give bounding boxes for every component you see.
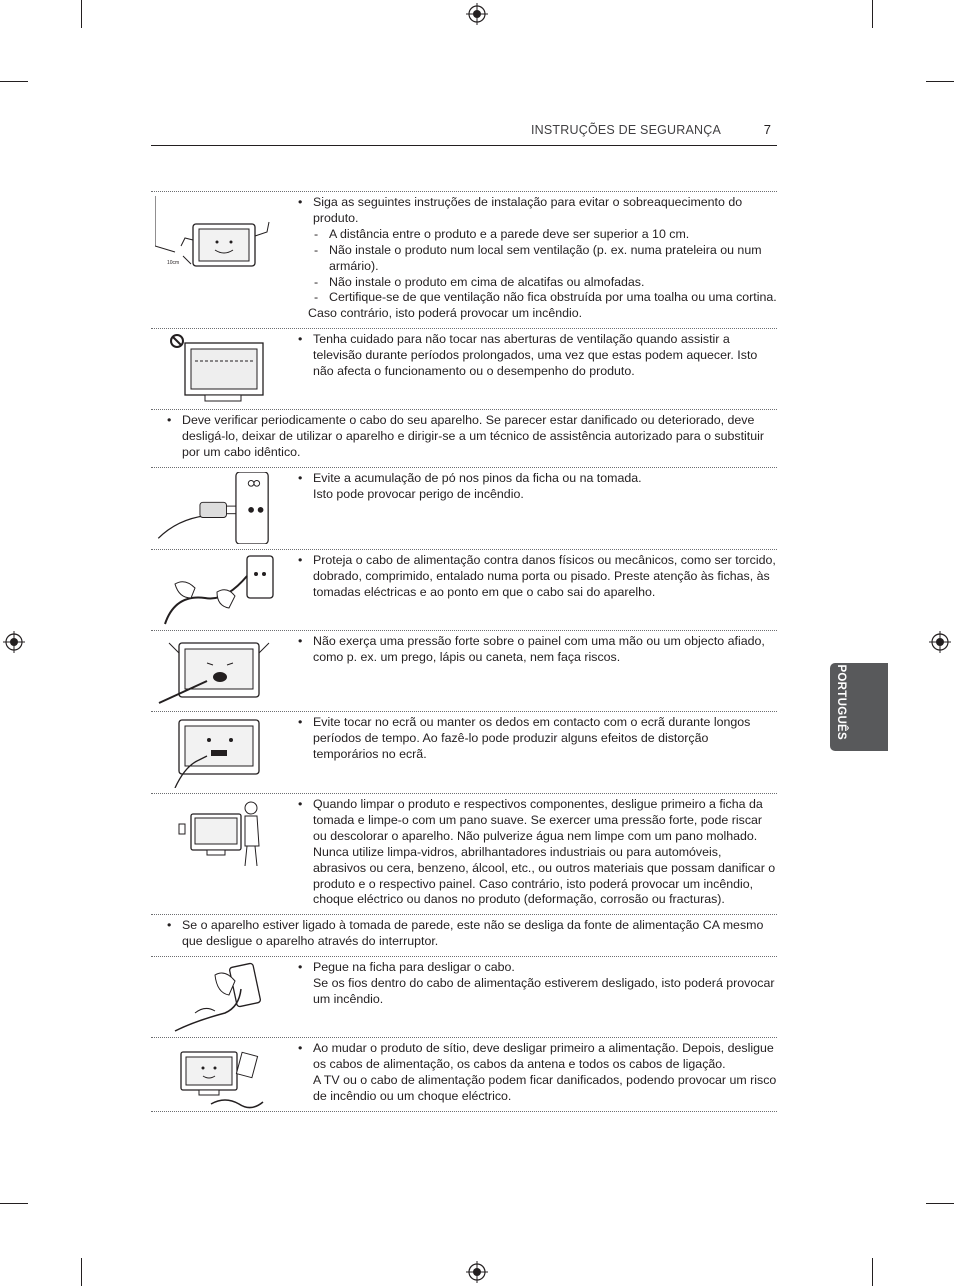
tv-ventilation-distance-illustration [155,196,279,268]
disconnect-cables-illustration [155,1042,279,1114]
tv-pressure-sharp-object-illustration [155,635,279,707]
language-tab-label: PORTUGUÊS [835,664,847,740]
dash-item: - A distância entre o produto e a parede deve ser superior a 10 cm. [298,227,777,243]
note-text: A TV ou o cabo de alimentação podem ficar danificados, podendo provocar um risco de incêndio ou um choque eléctrico. [313,1072,777,1103]
crop-mark [926,1203,954,1204]
language-tab [830,663,888,751]
crop-mark [872,0,873,28]
safety-instructions-list [151,191,777,1112]
bullet-text: • Quando limpar o produto e respectivos componentes, desligue primeiro a ficha da tomada e limpe-o com um pano suave. Se exercer uma pressão forte, pode riscar ou descolorar o aparelho. Não pulverize água nem limpe com um pano molhado. Nunca utilize limpa-vidros, abrilhantadores industriais ou para automóveis, abrasivos ou cera, benzeno, álcool, etc., ou outros materiais que possam danificar o produto e o respectivo painel. Caso contrário, isto poderá provocar um incêndio, choque eléctrico ou danos no produto (deformação, corrosão ou fracturas). [298,797,777,908]
dash-item: - Não instale o produto num local sem ventilação (p. ex. numa prateleira ou num armário). [298,243,777,275]
note-text: Caso contrário, isto poderá provocar um incêndio. [308,306,583,321]
page-header [151,121,777,146]
bullet-text: • Evite tocar no ecrã ou manter os dedos em contacto com o ecrã durante longos períodos de tempo. Ao fazê-lo pode produzir alguns efeitos de distorção temporários no ecrã. [298,715,777,763]
registration-mark-icon [466,3,488,25]
crop-mark [81,0,82,28]
instruction-row [151,549,777,630]
instruction-row [151,914,777,956]
crop-mark [872,1258,873,1286]
instruction-row [151,711,777,793]
bullet-text: • Tenha cuidado para não tocar nas aberturas de ventilação quando assistir a televisão durante períodos prolongados, uma vez que estas podem aquecer. Isto não afecta o funcionamento ou o desempenho do produto. [298,332,777,380]
instruction-row [151,328,777,409]
instruction-row [151,956,777,1037]
instruction-row [151,1037,777,1112]
registration-mark-icon [3,631,25,653]
bullet-text: • Siga as seguintes instruções de instalação para evitar o sobreaquecimento do produto. [298,195,777,227]
page-number: 7 [763,122,771,137]
note-text: Isto pode provocar perigo de incêndio. [313,486,524,501]
crop-mark [0,1203,28,1204]
bullet-text: • Pegue na ficha para desligar o cabo. [298,960,777,976]
instruction-row [151,191,777,328]
instruction-row [151,630,777,711]
instruction-row [151,409,777,467]
section-title: INSTRUÇÕES DE SEGURANÇA [531,123,722,137]
instruction-row [151,793,777,914]
bullet-text: • Evite a acumulação de pó nos pinos da ficha ou na tomada. [298,471,777,487]
bullet-text: • Se o aparelho estiver ligado à tomada de parede, este não se desliga da fonte de alimentação CA mesmo que desligue o aparelho através do interruptor. [167,918,777,950]
registration-mark-icon [929,631,951,653]
cable-twisting-illustration [155,554,279,626]
note-text: Se os fios dentro do cabo de alimentação estiverem desligado, isto poderá provocar um incêndio. [313,976,775,1006]
registration-mark-icon [466,1261,488,1283]
dash-item: - Não instale o produto em cima de alcatifas ou almofadas. [298,275,777,291]
bullet-text: • Deve verificar periodicamente o cabo do seu aparelho. Se parecer estar danificado ou deteriorado, deve desligá-lo, deixar de utilizar o aparelho e dirigir-se a um técnico de assistência autorizado para o substituir por um cabo idêntico. [167,413,777,461]
bullet-text: • Não exerça uma pressão forte sobre o painel com uma mão ou um objecto afiado, como p. ex. um prego, lápis ou caneta, nem faça riscos. [298,634,777,666]
crop-mark [0,81,28,82]
dash-item: - Certifique-se de que ventilação não fica obstruída por uma toalha ou uma cortina. [298,290,777,306]
crop-mark [81,1258,82,1286]
bullet-text: • Proteja o cabo de alimentação contra danos físicos ou mecânicos, como ser torcido, dobrado, comprimido, entalado numa porta ou pisado. Preste atenção às fichas, às tomadas eléctricas e ao ponto em que o cabo sai do aparelho. [298,553,777,601]
finger-touching-screen-illustration [155,716,279,788]
distance-label: 10cm [167,260,180,266]
cleaning-tv-illustration [155,798,279,870]
unplug-by-plug-illustration [155,961,279,1033]
instruction-row [151,467,777,549]
bullet-text: • Ao mudar o produto de sítio, deve desligar primeiro a alimentação. Depois, desligue os cabos de alimentação, os cabos da antena e todos os cabos de ligação. [298,1041,777,1073]
crop-mark [926,81,954,82]
tv-back-vents-prohibited-illustration [155,333,279,405]
dusty-plug-socket-illustration [155,472,279,544]
